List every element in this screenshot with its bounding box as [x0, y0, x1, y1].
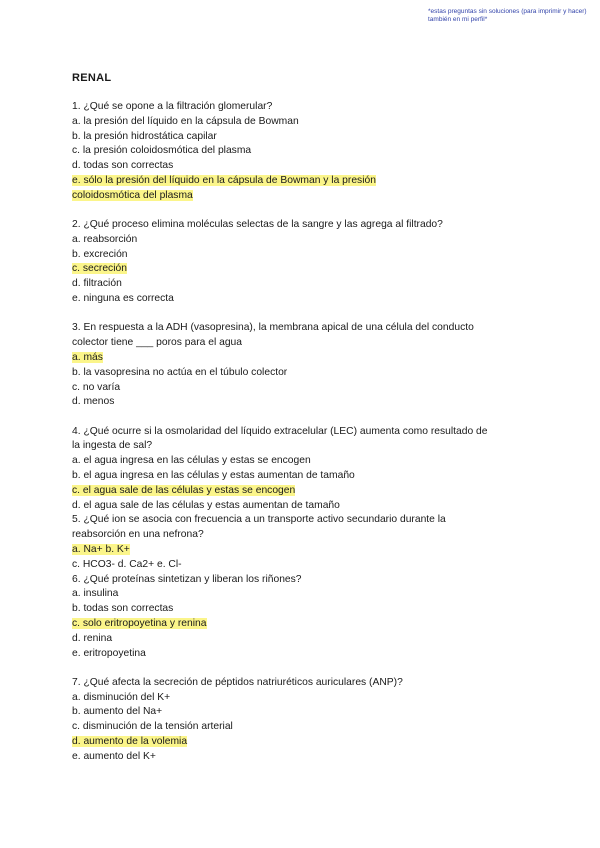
option-d: d. el agua sale de las células y estas aumentan de tamaño [72, 499, 340, 511]
option-d: d. renina [72, 632, 113, 644]
options-c-d-e: c. HCO3- d. Ca2+ e. Cl- [72, 558, 182, 570]
option-c: c. no varía [72, 381, 121, 393]
option-b: b. el agua ingresa en las células y estas aumentan de tamaño [72, 470, 355, 482]
option-a: a. reabsorción [72, 233, 138, 245]
question-text: 5. ¿Qué ion se asocia con frecuencia a un transporte activo secundario durante la [72, 514, 446, 526]
option-a: a. el agua ingresa en las células y estas se encogen [72, 455, 311, 467]
question-5 [72, 513, 532, 572]
option-b: b. la vasopresina no actúa en el túbulo colector [72, 366, 288, 378]
correct-answer-highlight: a. Na+ b. K+ [72, 544, 130, 556]
author-note: *estas preguntas sin soluciones (para imprimir y hacer) también en mi perfil* [428, 8, 587, 23]
question-6 [72, 573, 532, 662]
correct-answer-highlight: d. aumento de la volemia [72, 736, 188, 748]
option-d: d. todas son correctas [72, 160, 174, 172]
question-4 [72, 425, 532, 514]
question-text-cont: la ingesta de sal? [72, 440, 153, 452]
option-e: e. eritropoyetina [72, 647, 146, 659]
question-2 [72, 218, 532, 307]
option-c: c. disminución de la tensión arterial [72, 721, 233, 733]
option-a: a. la presión del líquido en la cápsula de Bowman [72, 115, 299, 127]
question-text: 1. ¿Qué se opone a la filtración glomerular? [72, 101, 273, 112]
page-title: RENAL [72, 72, 112, 84]
question-3 [72, 321, 532, 410]
correct-answer-highlight: c. solo eritropoyetina y renina [72, 618, 207, 629]
option-d: d. filtración [72, 278, 122, 290]
option-e: e. aumento del K+ [72, 750, 156, 762]
correct-answer-highlight: a. más [72, 351, 103, 363]
option-d: d. menos [72, 396, 115, 408]
question-text: 3. En respuesta a la ADH (vasopresina), la membrana apical de una célula del conducto [72, 322, 474, 334]
question-text: 6. ¿Qué proteínas sintetizan y liberan los riñones? [72, 573, 302, 585]
correct-answer-highlight: c. el agua sale de las células y estas se encogen [72, 484, 296, 496]
correct-answer-highlight: e. sólo la presión del líquido en la cápsula de Bowman y la presión [72, 174, 376, 186]
question-text: 4. ¿Qué ocurre si la osmolaridad del líquido extracelular (LEC) aumenta como resultado de [72, 425, 488, 437]
option-a: a. insulina [72, 588, 119, 600]
correct-answer-highlight-cont: coloidosmótica del plasma [72, 189, 193, 201]
question-1 [72, 100, 532, 204]
correct-answer-highlight: c. secreción [72, 263, 127, 275]
option-e: e. ninguna es correcta [72, 293, 174, 305]
option-b: b. aumento del Na+ [72, 706, 163, 718]
option-b: b. todas son correctas [72, 603, 174, 615]
option-b: b. excreción [72, 248, 128, 260]
question-text: 7. ¿Qué afecta la secreción de péptidos natriuréticos auriculares (ANP)? [72, 676, 403, 688]
question-text: 2. ¿Qué proceso elimina moléculas selectas de la sangre y las agrega al filtrado? [72, 219, 443, 231]
quiz-content [72, 71, 532, 765]
option-b: b. la presión hidrostática capilar [72, 130, 217, 142]
option-c: c. la presión coloidosmótica del plasma [72, 145, 252, 157]
question-7 [72, 676, 532, 765]
question-text-cont: colector tiene ___ poros para el agua [72, 337, 243, 349]
question-text-cont: reabsorción en una nefrona? [72, 529, 204, 541]
option-a: a. disminución del K+ [72, 691, 171, 703]
